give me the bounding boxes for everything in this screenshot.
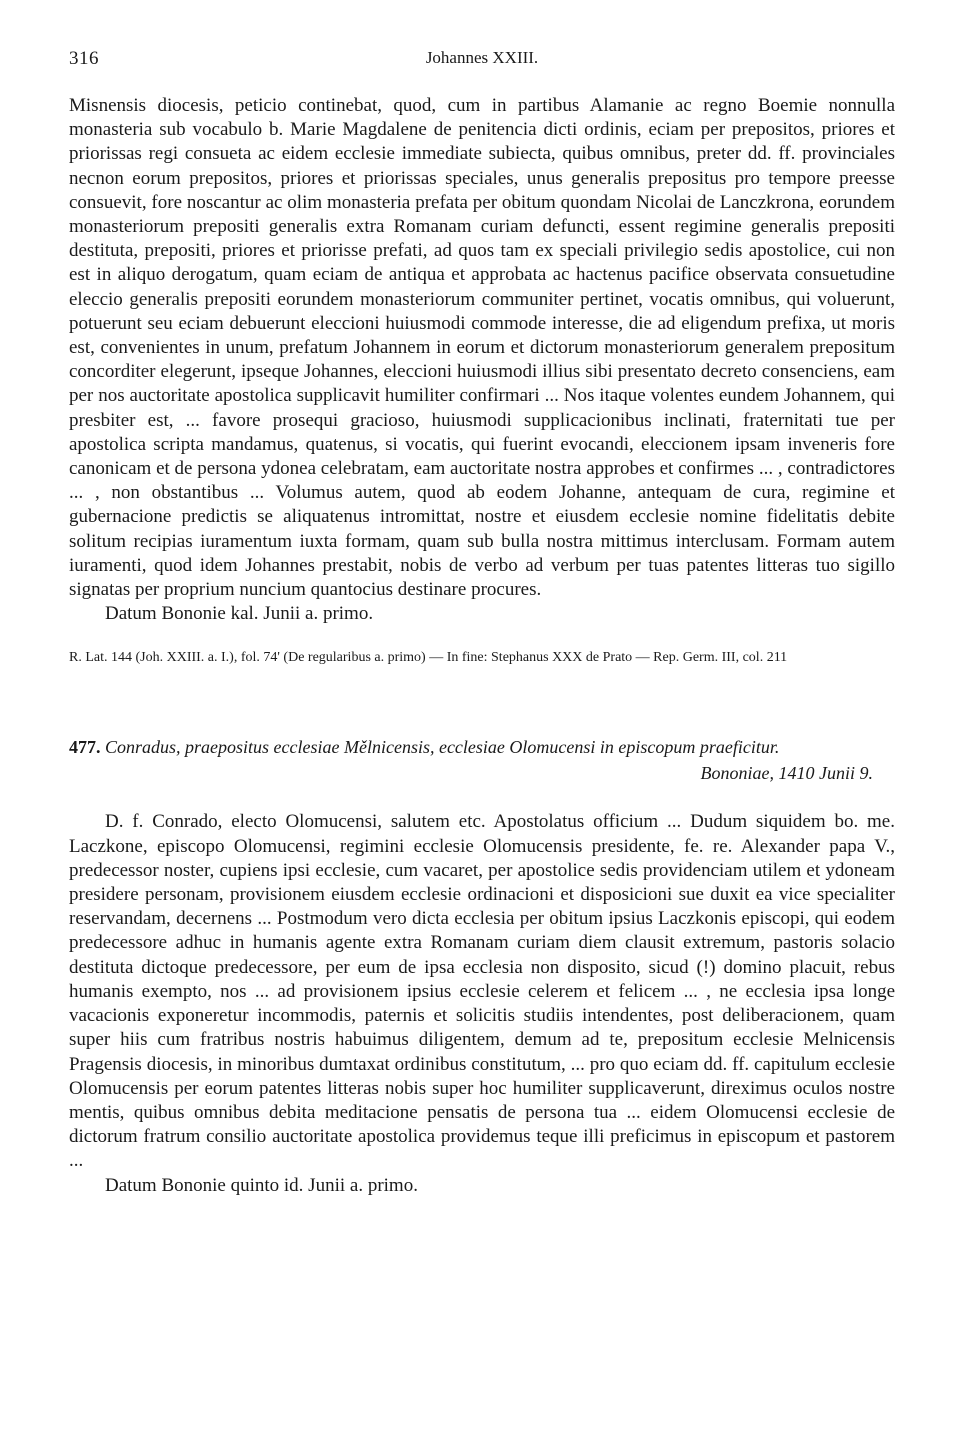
running-header	[69, 48, 895, 72]
entry-476-continuation	[69, 94, 895, 668]
entry-476-datum: Datum Bononie kal. Junii a. primo.	[105, 603, 374, 625]
page-number: 316	[69, 48, 99, 69]
entry-477-summary: Conradus, praepositus ecclesiae Mělnicensis, ecclesiae Olomucensi in episcopum praeficitur.	[105, 737, 780, 758]
entry-477-number: 477.	[69, 737, 101, 758]
entry-476-reference: R. Lat. 144 (Joh. XXIII. a. I.), fol. 74' (De regularibus a. primo) — In fine: Stephanus XXX de Prato — Rep. Germ. III, col. 211	[69, 650, 788, 666]
entry-477	[69, 734, 895, 1197]
entry-477-text: D. f. Conrado, electo Olomucensi, salutem etc. Apostolatus officium ... Dudum siquidem bo. me. Laczkone, episcopo Olomucensi, regimini ecclesie Olomucensis presidente, fe. re. Alexander papa V., predecessor noster, cupiens ipsi ecclesie, cum vacaret, per apostolice sedis providenciam utilem et ydoneam presidere personam, provisionem eiusdem ecclesie ordinacioni et disposicioni sue duxit ea vice specialiter reservandam, decernens ... Postmodum vero dicta ecclesia per obitum ipsius Laczkonis episcopi, qui eodem predecessore adhuc in humanis agente extra Romanam curiam diem clausit extremum, pastoris solacio destituta dictoque predecessore, per eum de ipsa ecclesia non disposito, sicud (!) domino placuit, rebus humanis exempto, nos ... ad provisionem ipsius ecclesie celerem et felicem ... , ne ecclesia ipsa longe vacacionis exponeretur incommodis, paternis et solicitis studiis intendentes, post deliberacionem, quam super hiis cum fratribus nostris habuimus diligentem, demum ad te, prepositum ecclesie Melnicensis Pragensis diocesis, in minoribus dumtaxat ordinibus constitutum, ... pro quo eciam dd. ff. capitulum ecclesie Olomucensis per eorum patentes litteras nobis super hoc humiliter supplicaverunt, direximus oculos nostre mentis, quibus omnibus debita meditacione pensatis de persona tua ... eidem Olomucensi ecclesie de dictorum fratrum consilio auctoritate apostolica providemus teque illi preficimus in episcopum et pastorem ...	[69, 811, 895, 1172]
entry-476-text: Misnensis diocesis, peticio continebat, quod, cum in partibus Alamanie ac regno Boemie nonnulla monasteria sub vocabulo b. Marie Magdalene de penitencia dicti ordinis, eciam per prepositos, priores et priorissas regi consueta ac eidem ecclesie immediate subiecta, quibus omnibus, preter dd. ff. provinciales necnon eorum prepositos, priores et priorissas speciales, unus generalis prepositus pro tempore preesse consuevit, fore noscantur ac olim monasteria prefata per obitum quondam Nicolai de Lanczkrona, eorundem monasteriorum prepositi generalis extra Romanam curiam defuncti, essent regimine generalis prepositi destituta, prepositi, priores et priorisse prefati, ad quos tam ex speciali privilegio sedis apostolice, cui non est in aliquo derogatum, quam eciam de antiqua et approbata ac hactenus pacifice observata consuetudine eleccio generalis prepositi eorundem monasteriorum communiter pertinet, vocatis omnibus, qui voluerunt, potuerunt seu eciam debuerunt eleccioni huiusmodi commode interesse, die ad eligendum prefixa, ut moris est, convenientes in unum, prefatum Johannem in eorum et dictorum monasteriorum generalem prepositum concorditer elegerunt, ipseque Johannes, eleccioni huiusmodi illius sibi presentato decreto consenciens, eam per nos auctoritate apostolica supplicavit humiliter confirmari ... Nos itaque volentes eundem Johannem, qui presbiter est, ... favore prosequi gracioso, huiusmodi supplicacionibus inclinati, fraternitati tue per apostolica scripta mandamus, quatenus, si vocatis, qui fuerint evocandi, eleccionem ipsam inveneris fore canonicam et de persona ydonea celebratam, eam auctoritate nostra approbes et confirmes ... , contradictores ... , non obstantibus ... Volumus autem, quod ab eodem Johanne, antequam de cura, regimine et gubernacione predictis se aliquatenus intromittat, nostre et eiusdem ecclesie nomine fidelitatis debite solitum recipias iuramentum iuxta formam, quam sub bulla nostra mittimus interclusam. Formam autem iuramenti, quod idem Johannes prestabit, nobis de verbo ad verbum per tuas patentes litteras tuo sigillo signatas per proprium nuncium quantocius destinare procures.	[69, 95, 895, 601]
entry-477-place-date: Bononiae, 1410 Junii 9.	[700, 763, 873, 784]
entry-477-datum: Datum Bononie quinto id. Junii a. primo.	[105, 1174, 418, 1196]
entry-477-heading	[69, 734, 895, 786]
document-page	[69, 48, 895, 1198]
running-title: Johannes XXIII.	[425, 48, 539, 67]
